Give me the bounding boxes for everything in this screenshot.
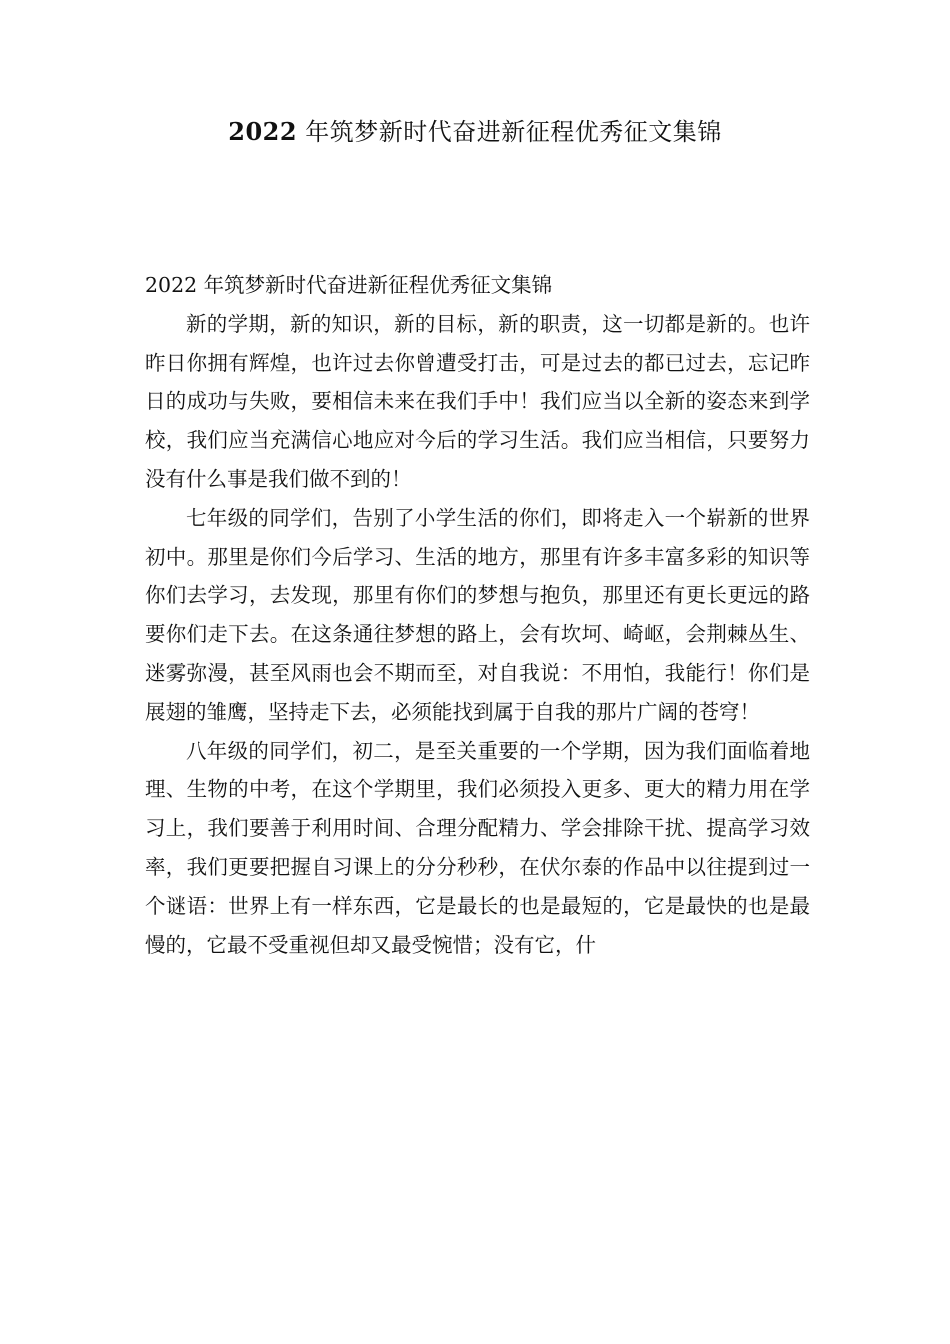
- document-subtitle: 2022 年筑梦新时代奋进新征程优秀征文集锦: [145, 273, 553, 297]
- paragraph: 新的学期，新的知识，新的目标，新的职责，这一切都是新的。也许昨日你拥有辉煌，也许过去你曾遭受打击，可是过去的都已过去，忘记昨日的成功与失败，要相信未来在我们手中！我们应当以全新的姿态来到学校，我们应当充满信心地应对今后的学习生活。我们应当相信，只要努力没有什么事是我们做不到的！: [145, 311, 810, 491]
- title-year: 2022: [228, 117, 298, 146]
- paragraph: 七年级的同学们，告别了小学生活的你们，即将走入一个崭新的世界初中。那里是你们今后学习、生活的地方，那里有许多丰富多彩的知识等你们去学习，去发现，那里有你们的梦想与抱负，那里还有更长更远的路要你们走下去。在这条通往梦想的路上，会有坎坷、崎岖，会荆棘丛生、迷雾弥漫，甚至风雨也会不期而至，对自我说：不用怕，我能行！你们是展翅的雏鹰，坚持走下去，必须能找到属于自我的那片广阔的苍穹！: [145, 505, 810, 724]
- title-text: 年筑梦新时代奋进新征程优秀征文集锦: [305, 118, 722, 146]
- document-body: [145, 266, 810, 964]
- document-title: [0, 112, 950, 152]
- paragraph: 八年级的同学们，初二，是至关重要的一个学期，因为我们面临着地理、生物的中考，在这个学期里，我们必须投入更多、更大的精力用在学习上，我们要善于利用时间、合理分配精力、学会排除干扰、提高学习效率，我们更要把握自习课上的分分秒秒，在伏尔泰的作品中以往提到过一个谜语：世界上有一样东西，它是最长的也是最短的，它是最快的也是最慢的，它最不受重视但却又最受惋惜；没有它，什: [145, 738, 810, 957]
